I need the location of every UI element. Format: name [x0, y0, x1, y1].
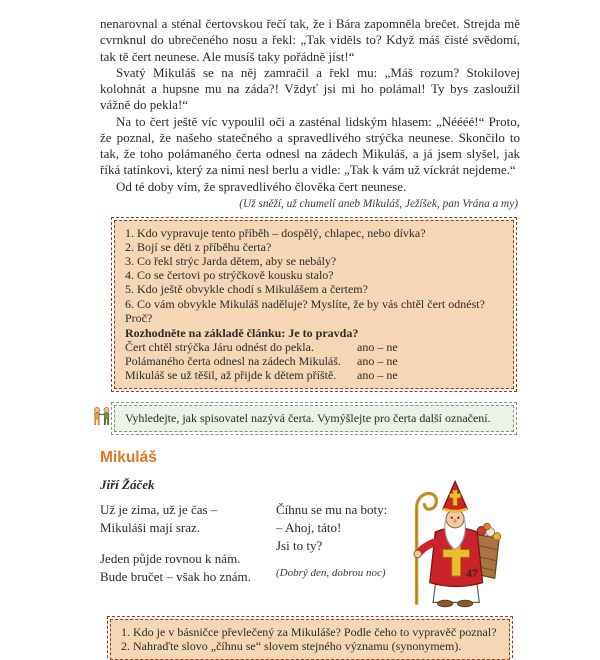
story-paragraph: nenarovnal a sténal čertovskou řečí tak, že i Bára zapomněla brečet. Strejda mě cvrnknul do ubrečeného nosu a řekl: „Tak viděls to? Když máš čisté svědomí, tak tě čert neunese. Ale musíš taky pořádně jíst!“	[100, 16, 520, 64]
yes-no-choices: ano – ne	[357, 368, 398, 383]
poem-line: – Ahoj, táto!	[276, 520, 342, 536]
pair-task-row	[100, 405, 520, 431]
question-item: 4. Co se čertovi po strýčkově kousku stalo?	[125, 268, 334, 283]
poem-line: Bude bručet – však ho znám.	[100, 569, 251, 585]
poem-source: (Dobrý den, dobrou noc)	[276, 567, 386, 580]
poem-questions-box	[110, 619, 510, 660]
question-item: 3. Co řekl strýc Jarda dětem, aby se nebály?	[125, 254, 337, 269]
poem-line: Jsi to ty?	[276, 538, 323, 554]
question-item: 5. Kdo ještě obvykle chodí s Mikulášem a čertem?	[125, 282, 368, 297]
yes-no-choices: ano – ne	[357, 354, 398, 369]
question-item: 2. Nahraďte slovo „číhnu se“ slovem stejného významu (synonymem).	[121, 639, 462, 654]
story-paragraph: Na to čert ještě víc vypoulil oči a zasténal lidským hlasem: „Néééé!“ Proto, že poznal, že našeho statečného a spravedlivého strýčka neunese. Skončilo to tak, že toho polámaného čerta odnesl na zádech Mikuláš, a já jsem slyšel, jak říká tatínkovi, který za nimi nesl berlu a vidle: „Tak k vám už víckrát nejdeme.“	[100, 113, 520, 178]
questions-box	[114, 220, 514, 390]
poem-title: Mikuláš	[100, 448, 157, 466]
statement-text: Čert chtěl strýčka Járu odnést do pekla.	[125, 340, 314, 354]
question-item: 1. Kdo je v básničce převlečený za Mikuláše? Podle čeho to vypravěč poznal?	[121, 624, 497, 639]
yes-no-choices: ano – ne	[357, 340, 398, 354]
saint-nicholas-illustration	[390, 477, 518, 609]
page-number: 47	[466, 566, 478, 580]
poem-line: Už je zima, už je čas –	[100, 501, 218, 517]
task-box: Vyhledejte, jak spisovatel nazývá čerta. Vymýšlejte pro čerta další označení.	[114, 405, 514, 431]
decide-heading: Rozhodněte na základě článku: Je to pravda?	[125, 325, 359, 340]
question-item: 1. Kdo vypravuje tento příběh – dospělý, chlapec, nebo dívka?	[125, 225, 426, 240]
children-pair-icon	[90, 406, 114, 428]
statement-text: Mikuláš se už těšil, až přijde k dětem příště.	[125, 368, 337, 383]
poem-line: Mikuláši mají sraz.	[100, 520, 201, 536]
true-false-row	[125, 368, 503, 382]
story-source: (Už sněží, už chumelí aneb Mikuláš, Ježíšek, pan Vrána a my)	[239, 197, 518, 210]
poem-author: Jiří Žáček	[100, 476, 155, 492]
poem-left-column	[100, 501, 276, 600]
question-item: 2. Bojí se děti z příběhu čerta?	[125, 239, 272, 254]
true-false-row	[125, 354, 503, 368]
poem-section	[100, 501, 520, 609]
statement-text: Polámaného čerta odnesl na zádech Mikuláš.	[125, 354, 341, 369]
poem-line: Jeden půjde rovnou k nám.	[100, 551, 241, 567]
true-false-row	[125, 340, 503, 354]
poem-line: Číhnu se mu na boty:	[276, 501, 388, 517]
story-paragraph: Svatý Mikuláš se na něj zamračil a řekl mu: „Máš rozum? Stokilovej kolohnát a hupsne mu na záda?! Vždyť jsi mi ho polámal! Ty bys zasloužil vážně do pekla!“	[100, 64, 520, 113]
story-paragraph: Od té doby vím, že spravedlivého člověka čert neunese.	[116, 178, 407, 194]
page-content	[100, 16, 520, 660]
question-item: 6. Co vám obvykle Mikuláš naděluje? Myslíte, že by vás chtěl čert odnést? Proč?	[125, 296, 485, 325]
